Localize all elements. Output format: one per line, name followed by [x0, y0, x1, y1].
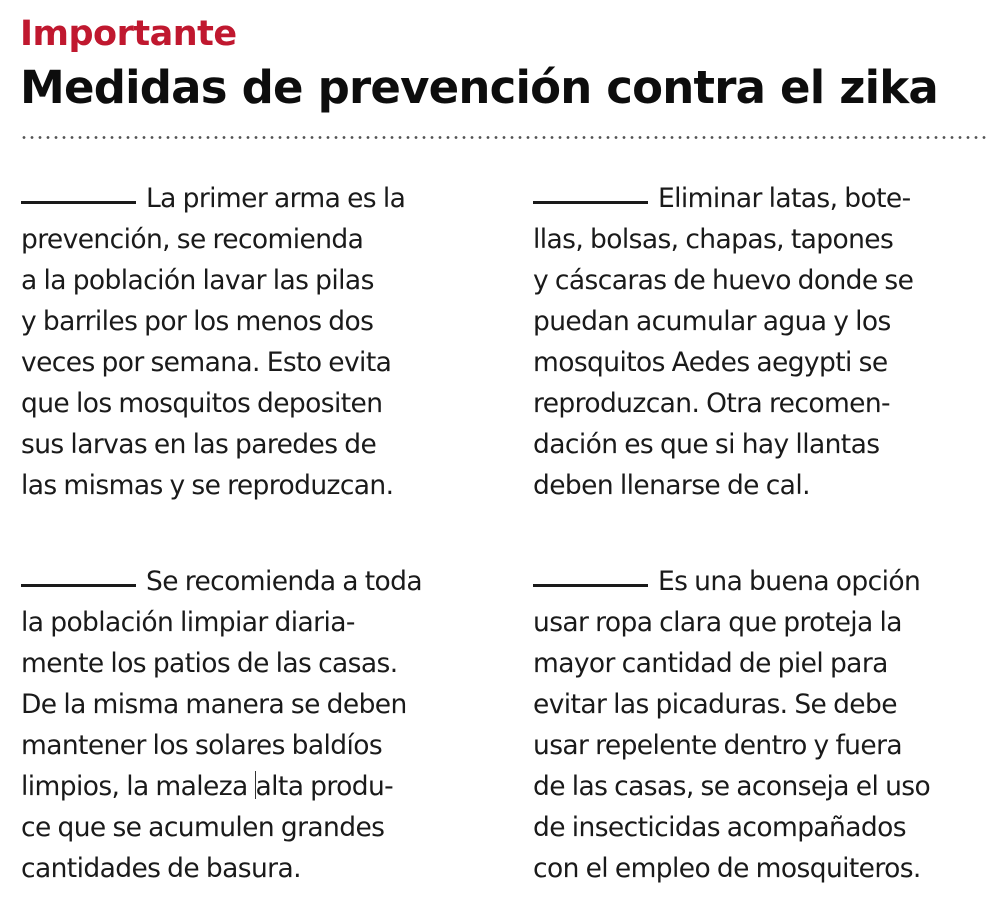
paragraph-line: dación es que si hay llantas [533, 429, 880, 460]
paragraph-line: De la misma manera se deben [21, 689, 407, 720]
paragraph-line: prevención, se recomienda [21, 224, 364, 255]
headline: Medidas de prevención contra el zika [20, 61, 938, 114]
paragraph-line: mayor cantidad de piel para [533, 648, 888, 679]
paragraph-line: las mismas y se reproduzcan. [21, 470, 394, 501]
paragraph-line: Eliminar latas, bote- [533, 178, 990, 219]
paragraph-line: mente los patios de las casas. [21, 648, 398, 679]
paragraph-line: que los mosquitos depositen [21, 388, 383, 419]
paragraph-line: de las casas, se aconseja el uso [533, 771, 931, 802]
paragraph-line: deben llenarse de cal. [533, 470, 810, 501]
paragraph-line: La primer arma es la [21, 178, 481, 219]
paragraph-line: Es una buena opción [533, 561, 990, 602]
kicker-label: Importante [20, 14, 237, 54]
paragraph-eliminate-containers [533, 178, 990, 506]
paragraph-line: sus larvas en las paredes de [21, 429, 377, 460]
paragraph-line: usar repelente dentro y fuera [533, 730, 903, 761]
paragraph-line: usar ropa clara que proteja la [533, 607, 902, 638]
paragraph-line: cantidades de basura. [21, 853, 301, 884]
paragraph-line: ce que se acumulen grandes [21, 812, 385, 843]
paragraph-line: llas, bolsas, chapas, tapones [533, 224, 894, 255]
paragraph-line: con el empleo de mosquiteros. [533, 853, 921, 884]
paragraph-prevention [21, 178, 481, 506]
fill-in-blank-line [533, 584, 648, 587]
paragraph-clothing-repellent [533, 561, 990, 889]
paragraph-line: veces por semana. Esto evita [21, 347, 392, 378]
paragraph-line: de insecticidas acompañados [533, 812, 906, 843]
paragraph-line: evitar las picaduras. Se debe [533, 689, 897, 720]
fill-in-blank-line [21, 584, 136, 587]
dotted-divider [20, 136, 990, 139]
paragraph-line: mosquitos Aedes aegypti se [533, 347, 888, 378]
fill-in-blank-line [21, 201, 136, 204]
paragraph-line: limpios, la maleza alta produ- [21, 771, 394, 802]
paragraph-line: y cáscaras de huevo donde se [533, 265, 914, 296]
paragraph-clean-patios [21, 561, 481, 889]
paragraph-line: a la población lavar las pilas [21, 265, 374, 296]
paragraph-line: reproduzcan. Otra recomen- [533, 388, 891, 419]
paragraph-line: Se recomienda a toda [21, 561, 481, 602]
paragraph-line: y barriles por los menos dos [21, 306, 374, 337]
paragraph-line: la población limpiar diaria- [21, 607, 355, 638]
paragraph-line: mantener los solares baldíos [21, 730, 383, 761]
fill-in-blank-line [533, 201, 648, 204]
paragraph-line: puedan acumular agua y los [533, 306, 891, 337]
